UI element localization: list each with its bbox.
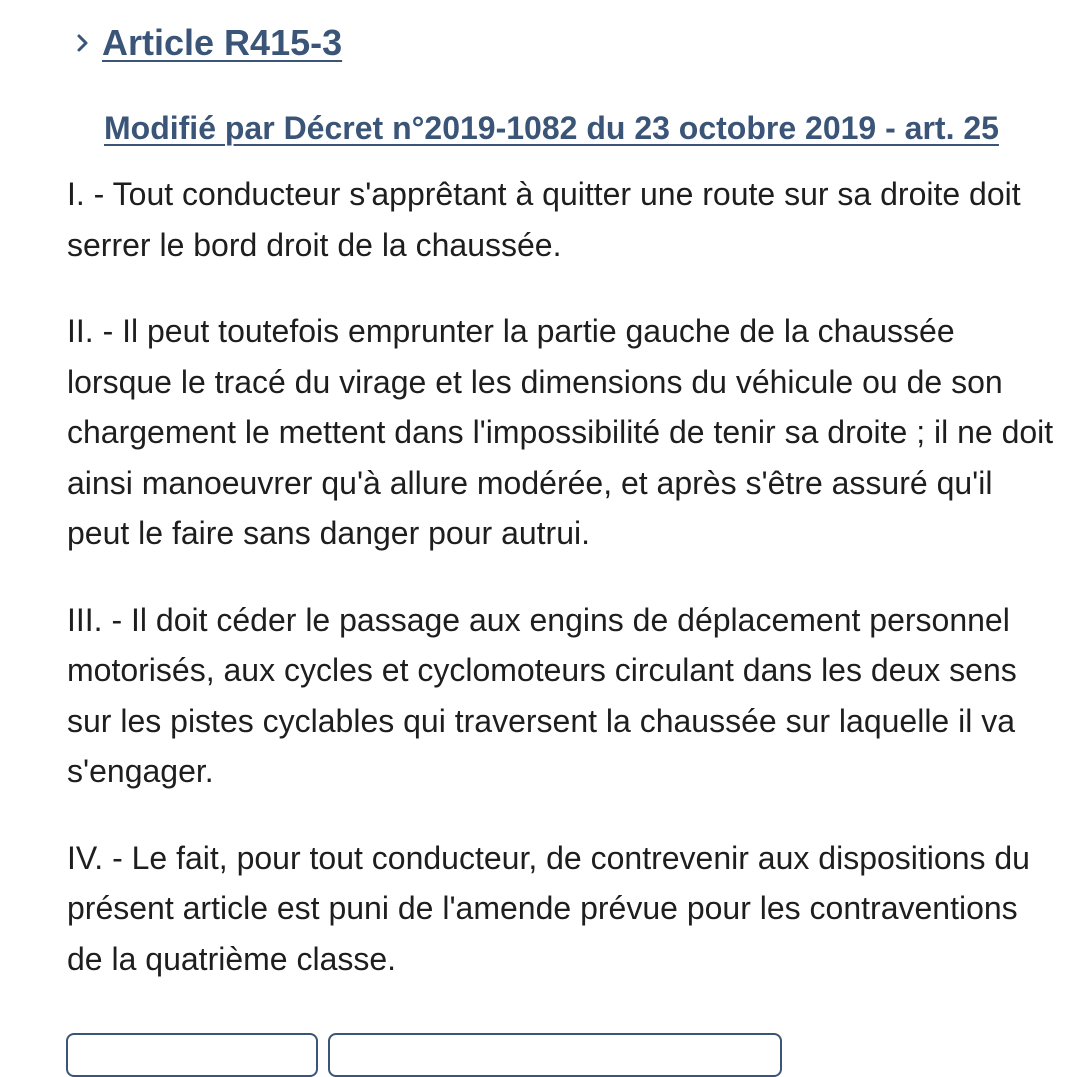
paragraph-ii: II. - Il peut toutefois emprunter la partie gauche de la chaussée lorsque le tracé du virage et les dimensions du véhicule ou de son chargement le mettent dans l'impossibilité de tenir sa droite ; il ne doit ainsi manoeuvrer qu'à allure modérée, et après s'être assuré qu'il peut le faire sans danger pour autrui. [67,313,1054,551]
paragraph-iii: III. - Il doit céder le passage aux engins de déplacement personnel motorisés, aux cycles et cyclomoteurs circulant dans les deux sens sur les pistes cyclables qui traversent la chaussée sur laquelle il va s'engager. [67,601,1017,789]
chevron-right-icon[interactable] [74,28,92,58]
paragraph-i: I. - Tout conducteur s'apprêtant à quitter une route sur sa droite doit serrer le bord droit de la chaussée. [67,176,1021,263]
article-body [67,169,1057,1020]
article-header [74,22,342,64]
article-title-link[interactable]: Article R415-3 [102,22,343,63]
modification-decree-link[interactable]: Modifié par Décret n°2019-1082 du 23 octobre 2019 - art. 25 [104,110,999,146]
paragraph-iv: IV. - Le fait, pour tout conducteur, de contrevenir aux dispositions du présent article est puni de l'amende prévue pour les contraventions de la quatrième classe. [67,839,1030,977]
